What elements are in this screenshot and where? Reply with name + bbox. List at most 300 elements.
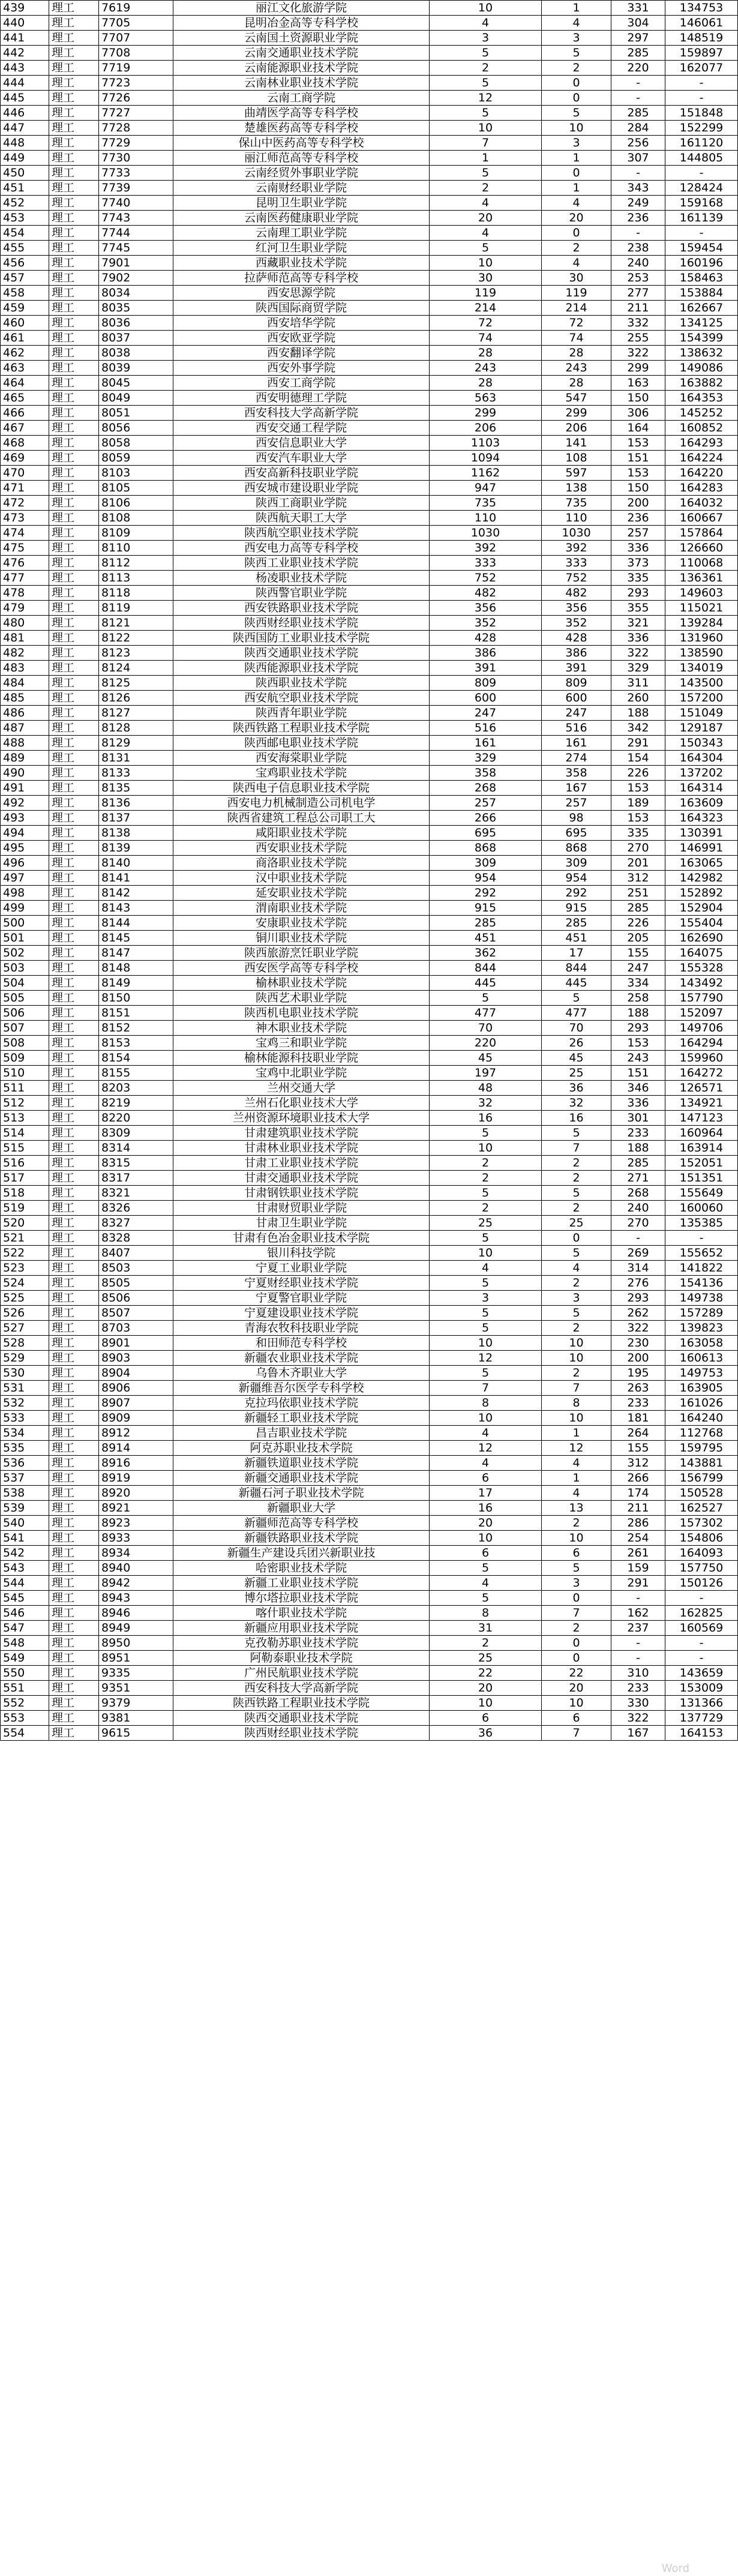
- school-code-cell: 9351: [99, 1681, 173, 1696]
- school-name-cell: 杨凌职业技术学院: [173, 571, 430, 586]
- admitted-count-cell: 7: [542, 1726, 611, 1741]
- row-number-cell: 472: [1, 496, 49, 511]
- category-cell: 理工: [49, 1051, 99, 1066]
- school-code-cell: 8108: [99, 511, 173, 526]
- admitted-count-cell: 70: [542, 1021, 611, 1036]
- table-row: [1, 451, 738, 466]
- admitted-count-cell: 36: [542, 1081, 611, 1096]
- table-row: [1, 91, 738, 106]
- school-code-cell: 7723: [99, 76, 173, 91]
- min-score-cell: 233: [611, 1126, 665, 1141]
- school-name-cell: 青海农牧科技职业学院: [173, 1321, 430, 1336]
- min-rank-cell: -: [665, 1636, 738, 1651]
- table-row: [1, 256, 738, 271]
- school-code-cell: 8059: [99, 451, 173, 466]
- min-score-cell: 237: [611, 1621, 665, 1636]
- category-cell: 理工: [49, 286, 99, 301]
- row-number-cell: 527: [1, 1321, 49, 1336]
- row-number-cell: 446: [1, 106, 49, 121]
- admitted-count-cell: 3: [542, 136, 611, 151]
- min-score-cell: 322: [611, 646, 665, 661]
- table-row: [1, 886, 738, 901]
- row-number-cell: 534: [1, 1426, 49, 1441]
- min-score-cell: -: [611, 1651, 665, 1666]
- category-cell: 理工: [49, 16, 99, 31]
- min-score-cell: 154: [611, 751, 665, 766]
- plan-count-cell: 5: [430, 76, 542, 91]
- admitted-count-cell: 1: [542, 151, 611, 166]
- school-name-cell: 阿勒泰职业技术学院: [173, 1651, 430, 1666]
- school-code-cell: 8505: [99, 1276, 173, 1291]
- table-row: [1, 496, 738, 511]
- min-rank-cell: 150126: [665, 1576, 738, 1591]
- category-cell: 理工: [49, 961, 99, 976]
- row-number-cell: 497: [1, 871, 49, 886]
- school-name-cell: 博尔塔拉职业技术学院: [173, 1591, 430, 1606]
- min-score-cell: 334: [611, 976, 665, 991]
- school-code-cell: 7744: [99, 226, 173, 241]
- school-code-cell: 8139: [99, 841, 173, 856]
- min-score-cell: 155: [611, 946, 665, 961]
- school-code-cell: 8037: [99, 331, 173, 346]
- school-name-cell: 宁夏财经职业技术学院: [173, 1276, 430, 1291]
- min-rank-cell: 162825: [665, 1606, 738, 1621]
- plan-count-cell: 5: [430, 166, 542, 181]
- category-cell: 理工: [49, 1396, 99, 1411]
- row-number-cell: 522: [1, 1246, 49, 1261]
- row-number-cell: 469: [1, 451, 49, 466]
- min-rank-cell: 164272: [665, 1066, 738, 1081]
- school-code-cell: 8951: [99, 1651, 173, 1666]
- table-row: [1, 751, 738, 766]
- min-rank-cell: 147123: [665, 1111, 738, 1126]
- row-number-cell: 493: [1, 811, 49, 826]
- row-number-cell: 460: [1, 316, 49, 331]
- row-number-cell: 470: [1, 466, 49, 481]
- school-name-cell: 甘肃财贸职业学院: [173, 1201, 430, 1216]
- school-name-cell: 云南财经职业学院: [173, 181, 430, 196]
- school-name-cell: 云南林业职业技术学院: [173, 76, 430, 91]
- min-rank-cell: 151049: [665, 706, 738, 721]
- row-number-cell: 508: [1, 1036, 49, 1051]
- plan-count-cell: 4: [430, 196, 542, 211]
- plan-count-cell: 20: [430, 211, 542, 226]
- category-cell: 理工: [49, 1126, 99, 1141]
- min-score-cell: 285: [611, 1156, 665, 1171]
- category-cell: 理工: [49, 1096, 99, 1111]
- school-name-cell: 西安翻译学院: [173, 346, 430, 361]
- school-code-cell: 8153: [99, 1036, 173, 1051]
- row-number-cell: 507: [1, 1021, 49, 1036]
- min-rank-cell: 164075: [665, 946, 738, 961]
- plan-count-cell: 10: [430, 121, 542, 136]
- school-code-cell: 8906: [99, 1381, 173, 1396]
- plan-count-cell: 8: [430, 1396, 542, 1411]
- admitted-count-cell: 1: [542, 1471, 611, 1486]
- min-score-cell: 200: [611, 496, 665, 511]
- min-rank-cell: 162527: [665, 1501, 738, 1516]
- min-rank-cell: 161120: [665, 136, 738, 151]
- plan-count-cell: 10: [430, 1, 542, 16]
- min-rank-cell: 160569: [665, 1621, 738, 1636]
- school-name-cell: 榆林能源科技职业学院: [173, 1051, 430, 1066]
- min-score-cell: 153: [611, 1036, 665, 1051]
- min-rank-cell: 130391: [665, 826, 738, 841]
- school-code-cell: 8121: [99, 616, 173, 631]
- min-score-cell: 151: [611, 1066, 665, 1081]
- row-number-cell: 553: [1, 1711, 49, 1726]
- row-number-cell: 463: [1, 361, 49, 376]
- min-score-cell: 293: [611, 586, 665, 601]
- school-name-cell: 保山中医药高等专科学校: [173, 136, 430, 151]
- plan-count-cell: 362: [430, 946, 542, 961]
- school-code-cell: 8126: [99, 691, 173, 706]
- school-code-cell: 8327: [99, 1216, 173, 1231]
- min-score-cell: 342: [611, 721, 665, 736]
- min-score-cell: 293: [611, 1021, 665, 1036]
- min-rank-cell: 160196: [665, 256, 738, 271]
- school-name-cell: 陕西航天职工大学: [173, 511, 430, 526]
- school-code-cell: 8903: [99, 1351, 173, 1366]
- min-rank-cell: -: [665, 166, 738, 181]
- table-row: [1, 1081, 738, 1096]
- min-score-cell: 255: [611, 331, 665, 346]
- row-number-cell: 454: [1, 226, 49, 241]
- school-name-cell: 西安医学高等专科学校: [173, 961, 430, 976]
- admitted-count-cell: 1: [542, 181, 611, 196]
- min-score-cell: 261: [611, 1546, 665, 1561]
- min-rank-cell: 149086: [665, 361, 738, 376]
- school-code-cell: 8138: [99, 826, 173, 841]
- table-row: [1, 1516, 738, 1531]
- admitted-count-cell: 2: [542, 241, 611, 256]
- min-rank-cell: 159897: [665, 46, 738, 61]
- plan-count-cell: 10: [430, 1141, 542, 1156]
- admitted-count-cell: 167: [542, 781, 611, 796]
- table-row: [1, 1246, 738, 1261]
- min-score-cell: 285: [611, 46, 665, 61]
- table-row: [1, 1411, 738, 1426]
- admitted-count-cell: 5: [542, 106, 611, 121]
- min-score-cell: 330: [611, 1696, 665, 1711]
- row-number-cell: 442: [1, 46, 49, 61]
- min-score-cell: 188: [611, 1141, 665, 1156]
- school-code-cell: 8128: [99, 721, 173, 736]
- row-number-cell: 450: [1, 166, 49, 181]
- admitted-count-cell: 4: [542, 1261, 611, 1276]
- category-cell: 理工: [49, 1696, 99, 1711]
- admitted-count-cell: 2: [542, 1171, 611, 1186]
- admitted-count-cell: 25: [542, 1066, 611, 1081]
- school-name-cell: 陕西航空职业技术学院: [173, 526, 430, 541]
- min-score-cell: 249: [611, 196, 665, 211]
- school-code-cell: 8036: [99, 316, 173, 331]
- min-rank-cell: 159454: [665, 241, 738, 256]
- admitted-count-cell: 0: [542, 1591, 611, 1606]
- plan-count-cell: 28: [430, 346, 542, 361]
- school-name-cell: 甘肃工业职业技术学院: [173, 1156, 430, 1171]
- admitted-count-cell: 356: [542, 601, 611, 616]
- min-rank-cell: 160613: [665, 1351, 738, 1366]
- school-code-cell: 8105: [99, 481, 173, 496]
- min-rank-cell: 152904: [665, 901, 738, 916]
- min-score-cell: 230: [611, 1336, 665, 1351]
- table-row: [1, 1726, 738, 1741]
- admitted-count-cell: 547: [542, 391, 611, 406]
- plan-count-cell: 16: [430, 1111, 542, 1126]
- category-cell: 理工: [49, 406, 99, 421]
- plan-count-cell: 70: [430, 1021, 542, 1036]
- row-number-cell: 540: [1, 1516, 49, 1531]
- school-name-cell: 甘肃有色冶金职业技术学院: [173, 1231, 430, 1246]
- min-score-cell: 331: [611, 1, 665, 16]
- row-number-cell: 474: [1, 526, 49, 541]
- table-row: [1, 406, 738, 421]
- row-number-cell: 453: [1, 211, 49, 226]
- school-name-cell: 拉萨师范高等专科学校: [173, 271, 430, 286]
- min-rank-cell: 143500: [665, 676, 738, 691]
- school-name-cell: 兰州资源环境职业技术大学: [173, 1111, 430, 1126]
- min-rank-cell: 153884: [665, 286, 738, 301]
- school-name-cell: 克孜勒苏职业技术学院: [173, 1636, 430, 1651]
- category-cell: 理工: [49, 1411, 99, 1426]
- category-cell: 理工: [49, 106, 99, 121]
- school-code-cell: 8933: [99, 1531, 173, 1546]
- admitted-count-cell: 72: [542, 316, 611, 331]
- min-score-cell: 286: [611, 1516, 665, 1531]
- min-rank-cell: -: [665, 91, 738, 106]
- min-rank-cell: 143659: [665, 1666, 738, 1681]
- category-cell: 理工: [49, 1201, 99, 1216]
- admitted-count-cell: 392: [542, 541, 611, 556]
- min-score-cell: 226: [611, 916, 665, 931]
- table-row: [1, 706, 738, 721]
- min-rank-cell: 155404: [665, 916, 738, 931]
- table-row: [1, 1381, 738, 1396]
- min-rank-cell: 164294: [665, 1036, 738, 1051]
- min-score-cell: 335: [611, 571, 665, 586]
- school-name-cell: 昌吉职业技术学院: [173, 1426, 430, 1441]
- school-name-cell: 西藏职业技术学院: [173, 256, 430, 271]
- school-name-cell: 甘肃林业职业技术学院: [173, 1141, 430, 1156]
- admitted-count-cell: 600: [542, 691, 611, 706]
- min-score-cell: 238: [611, 241, 665, 256]
- row-number-cell: 488: [1, 736, 49, 751]
- school-code-cell: 8136: [99, 796, 173, 811]
- category-cell: 理工: [49, 301, 99, 316]
- min-score-cell: 253: [611, 271, 665, 286]
- plan-count-cell: 2: [430, 181, 542, 196]
- table-row: [1, 1111, 738, 1126]
- school-code-cell: 8309: [99, 1126, 173, 1141]
- school-code-cell: 7705: [99, 16, 173, 31]
- min-rank-cell: 152051: [665, 1156, 738, 1171]
- school-code-cell: 8112: [99, 556, 173, 571]
- table-row: [1, 151, 738, 166]
- min-rank-cell: 126571: [665, 1081, 738, 1096]
- table-row: [1, 526, 738, 541]
- plan-count-cell: 243: [430, 361, 542, 376]
- plan-count-cell: 2: [430, 61, 542, 76]
- row-number-cell: 441: [1, 31, 49, 46]
- school-code-cell: 8034: [99, 286, 173, 301]
- school-code-cell: 8152: [99, 1021, 173, 1036]
- min-rank-cell: 128424: [665, 181, 738, 196]
- min-score-cell: 150: [611, 391, 665, 406]
- school-name-cell: 和田师范专科学校: [173, 1336, 430, 1351]
- school-code-cell: 8203: [99, 1081, 173, 1096]
- category-cell: 理工: [49, 526, 99, 541]
- table-row: [1, 1666, 738, 1681]
- row-number-cell: 487: [1, 721, 49, 736]
- school-code-cell: 7901: [99, 256, 173, 271]
- plan-count-cell: 451: [430, 931, 542, 946]
- school-code-cell: 7733: [99, 166, 173, 181]
- min-rank-cell: 156799: [665, 1471, 738, 1486]
- admitted-count-cell: 206: [542, 421, 611, 436]
- row-number-cell: 500: [1, 916, 49, 931]
- category-cell: 理工: [49, 1111, 99, 1126]
- row-number-cell: 484: [1, 676, 49, 691]
- school-name-cell: 克拉玛依职业技术学院: [173, 1396, 430, 1411]
- min-score-cell: 312: [611, 871, 665, 886]
- row-number-cell: 549: [1, 1651, 49, 1666]
- row-number-cell: 473: [1, 511, 49, 526]
- min-score-cell: 251: [611, 886, 665, 901]
- row-number-cell: 443: [1, 61, 49, 76]
- min-rank-cell: 151848: [665, 106, 738, 121]
- school-name-cell: 云南工商学院: [173, 91, 430, 106]
- school-code-cell: 8507: [99, 1306, 173, 1321]
- category-cell: 理工: [49, 1501, 99, 1516]
- category-cell: 理工: [49, 1336, 99, 1351]
- school-name-cell: 陕西青年职业学院: [173, 706, 430, 721]
- admitted-count-cell: 358: [542, 766, 611, 781]
- min-rank-cell: 149753: [665, 1366, 738, 1381]
- table-row: [1, 1696, 738, 1711]
- row-number-cell: 502: [1, 946, 49, 961]
- admitted-count-cell: 17: [542, 946, 611, 961]
- admitted-count-cell: 2: [542, 1156, 611, 1171]
- table-row: [1, 1216, 738, 1231]
- table-row: [1, 16, 738, 31]
- row-number-cell: 447: [1, 121, 49, 136]
- plan-count-cell: 4: [430, 1576, 542, 1591]
- school-name-cell: 商洛职业技术学院: [173, 856, 430, 871]
- row-number-cell: 456: [1, 256, 49, 271]
- table-row: [1, 1366, 738, 1381]
- min-rank-cell: 164224: [665, 451, 738, 466]
- admitted-count-cell: 10: [542, 1336, 611, 1351]
- table-row: [1, 346, 738, 361]
- plan-count-cell: 356: [430, 601, 542, 616]
- table-row: [1, 331, 738, 346]
- min-rank-cell: 157790: [665, 991, 738, 1006]
- school-code-cell: 8038: [99, 346, 173, 361]
- table-row: [1, 1, 738, 16]
- min-rank-cell: 134753: [665, 1, 738, 16]
- admitted-count-cell: 477: [542, 1006, 611, 1021]
- table-row: [1, 691, 738, 706]
- admitted-count-cell: 25: [542, 1216, 611, 1231]
- school-name-cell: 陕西旅游烹饪职业学院: [173, 946, 430, 961]
- min-score-cell: 258: [611, 991, 665, 1006]
- admitted-count-cell: 445: [542, 976, 611, 991]
- school-name-cell: 陕西交通职业技术学院: [173, 1711, 430, 1726]
- table-row: [1, 1471, 738, 1486]
- min-score-cell: 211: [611, 301, 665, 316]
- row-number-cell: 529: [1, 1351, 49, 1366]
- table-row: [1, 736, 738, 751]
- category-cell: 理工: [49, 466, 99, 481]
- category-cell: 理工: [49, 631, 99, 646]
- school-code-cell: 8949: [99, 1621, 173, 1636]
- row-number-cell: 440: [1, 16, 49, 31]
- min-score-cell: 310: [611, 1666, 665, 1681]
- admitted-count-cell: 2: [542, 1516, 611, 1531]
- admitted-count-cell: 4: [542, 196, 611, 211]
- category-cell: 理工: [49, 1636, 99, 1651]
- category-cell: 理工: [49, 796, 99, 811]
- plan-count-cell: 110: [430, 511, 542, 526]
- min-rank-cell: 160852: [665, 421, 738, 436]
- table-row: [1, 766, 738, 781]
- school-name-cell: 西安明德理工学院: [173, 391, 430, 406]
- category-cell: 理工: [49, 541, 99, 556]
- plan-count-cell: 6: [430, 1471, 542, 1486]
- min-score-cell: 153: [611, 781, 665, 796]
- category-cell: 理工: [49, 496, 99, 511]
- category-cell: 理工: [49, 1426, 99, 1441]
- plan-count-cell: 268: [430, 781, 542, 796]
- row-number-cell: 514: [1, 1126, 49, 1141]
- school-name-cell: 西安科技大学高新学院: [173, 406, 430, 421]
- school-code-cell: 8506: [99, 1291, 173, 1306]
- school-name-cell: 咸阳职业技术学院: [173, 826, 430, 841]
- admitted-count-cell: 292: [542, 886, 611, 901]
- category-cell: 理工: [49, 976, 99, 991]
- category-cell: 理工: [49, 1441, 99, 1456]
- category-cell: 理工: [49, 376, 99, 391]
- row-number-cell: 513: [1, 1111, 49, 1126]
- min-rank-cell: -: [665, 226, 738, 241]
- min-score-cell: 268: [611, 1186, 665, 1201]
- category-cell: 理工: [49, 1726, 99, 1741]
- admitted-count-cell: 695: [542, 826, 611, 841]
- min-score-cell: 269: [611, 1246, 665, 1261]
- plan-count-cell: 4: [430, 1261, 542, 1276]
- admitted-count-cell: 391: [542, 661, 611, 676]
- plan-count-cell: 482: [430, 586, 542, 601]
- min-score-cell: 312: [611, 1456, 665, 1471]
- school-name-cell: 宝鸡三和职业学院: [173, 1036, 430, 1051]
- min-score-cell: 220: [611, 61, 665, 76]
- school-code-cell: 8143: [99, 901, 173, 916]
- school-name-cell: 新疆生产建设兵团兴新职业技: [173, 1546, 430, 1561]
- min-score-cell: 226: [611, 766, 665, 781]
- school-code-cell: 8129: [99, 736, 173, 751]
- category-cell: 理工: [49, 1171, 99, 1186]
- plan-count-cell: 206: [430, 421, 542, 436]
- category-cell: 理工: [49, 241, 99, 256]
- plan-count-cell: 516: [430, 721, 542, 736]
- admitted-count-cell: 10: [542, 1696, 611, 1711]
- plan-count-cell: 4: [430, 226, 542, 241]
- admitted-count-cell: 13: [542, 1501, 611, 1516]
- school-code-cell: 8315: [99, 1156, 173, 1171]
- school-name-cell: 云南国土资源职业学院: [173, 31, 430, 46]
- min-score-cell: 314: [611, 1261, 665, 1276]
